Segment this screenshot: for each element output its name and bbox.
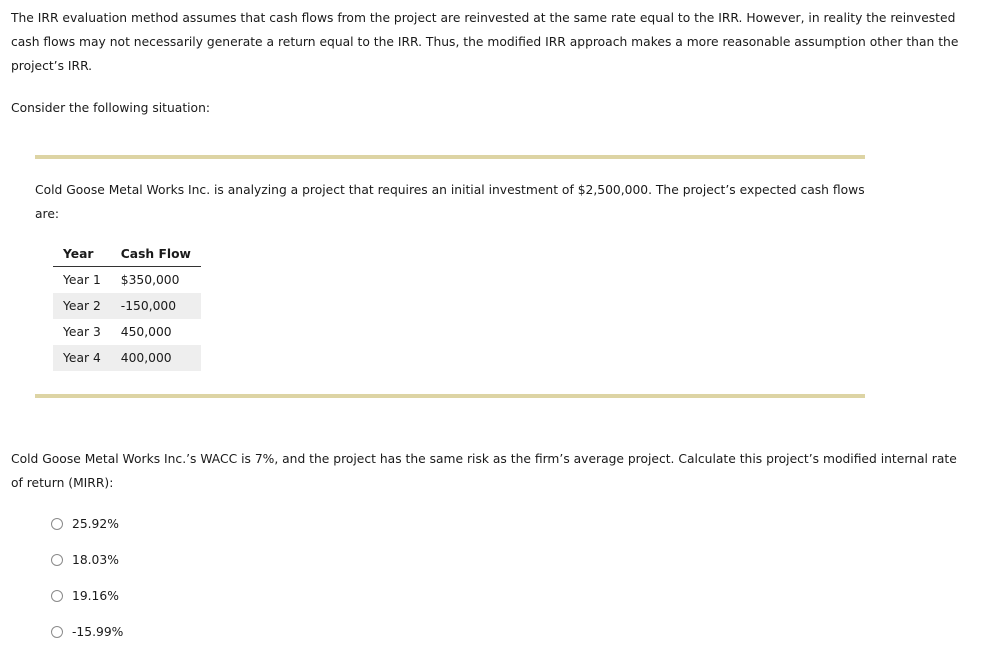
table-row [53, 319, 201, 345]
year-column-header: Year [53, 242, 111, 267]
radio-button[interactable] [51, 590, 63, 602]
table-header-row [53, 242, 201, 267]
table-row [53, 267, 201, 294]
scenario-paragraph: Cold Goose Metal Works Inc. is analyzing a project that requires an initial investment of $2,500,000. The project’s expected cash flows are: [35, 183, 865, 221]
question-paragraph: Cold Goose Metal Works Inc.’s WACC is 7%, and the project has the same risk as the firm’s average project. Calculate this project’s modified internal rate of return (MIRR): [11, 452, 957, 490]
answer-option-3[interactable] [51, 588, 119, 604]
answer-option-1[interactable] [51, 516, 119, 532]
cash-flow-column-header: Cash Flow [111, 242, 201, 267]
year-cell: Year 3 [63, 325, 101, 339]
year-cell: Year 4 [53, 345, 111, 371]
divider-bottom [35, 394, 865, 398]
year-cell: Year 1 [63, 273, 101, 287]
radio-button[interactable] [51, 554, 63, 566]
cash-flow-cell: 450,000 [120, 325, 172, 339]
consider-label: Consider the following situation: [11, 101, 211, 115]
answer-option-2[interactable] [51, 552, 119, 568]
cash-flow-table [53, 242, 201, 371]
option-label: 19.16% [72, 589, 119, 603]
option-label: -15.99% [72, 625, 124, 639]
answer-option-4[interactable] [51, 624, 123, 640]
option-label: 18.03% [72, 553, 119, 567]
radio-button[interactable] [51, 518, 63, 530]
cash-flow-cell: 400,000 [111, 345, 201, 371]
table-row [53, 293, 201, 319]
year-cell: Year 2 [53, 293, 111, 319]
intro-paragraph: The IRR evaluation method assumes that cash flows from the project are reinvested at the same rate equal to the IRR. However, in reality the reinvested cash flows may not necessarily generate a return equal to the IRR. Thus, the modified IRR approach makes a more reasonable assumption other than the project’s IRR. [11, 11, 959, 73]
table-row [53, 345, 201, 371]
cash-flow-cell: -150,000 [111, 293, 201, 319]
option-label: 25.92% [72, 517, 119, 531]
radio-button[interactable] [51, 626, 63, 638]
divider-top [35, 155, 865, 159]
cash-flow-cell: $350,000 [120, 273, 180, 287]
